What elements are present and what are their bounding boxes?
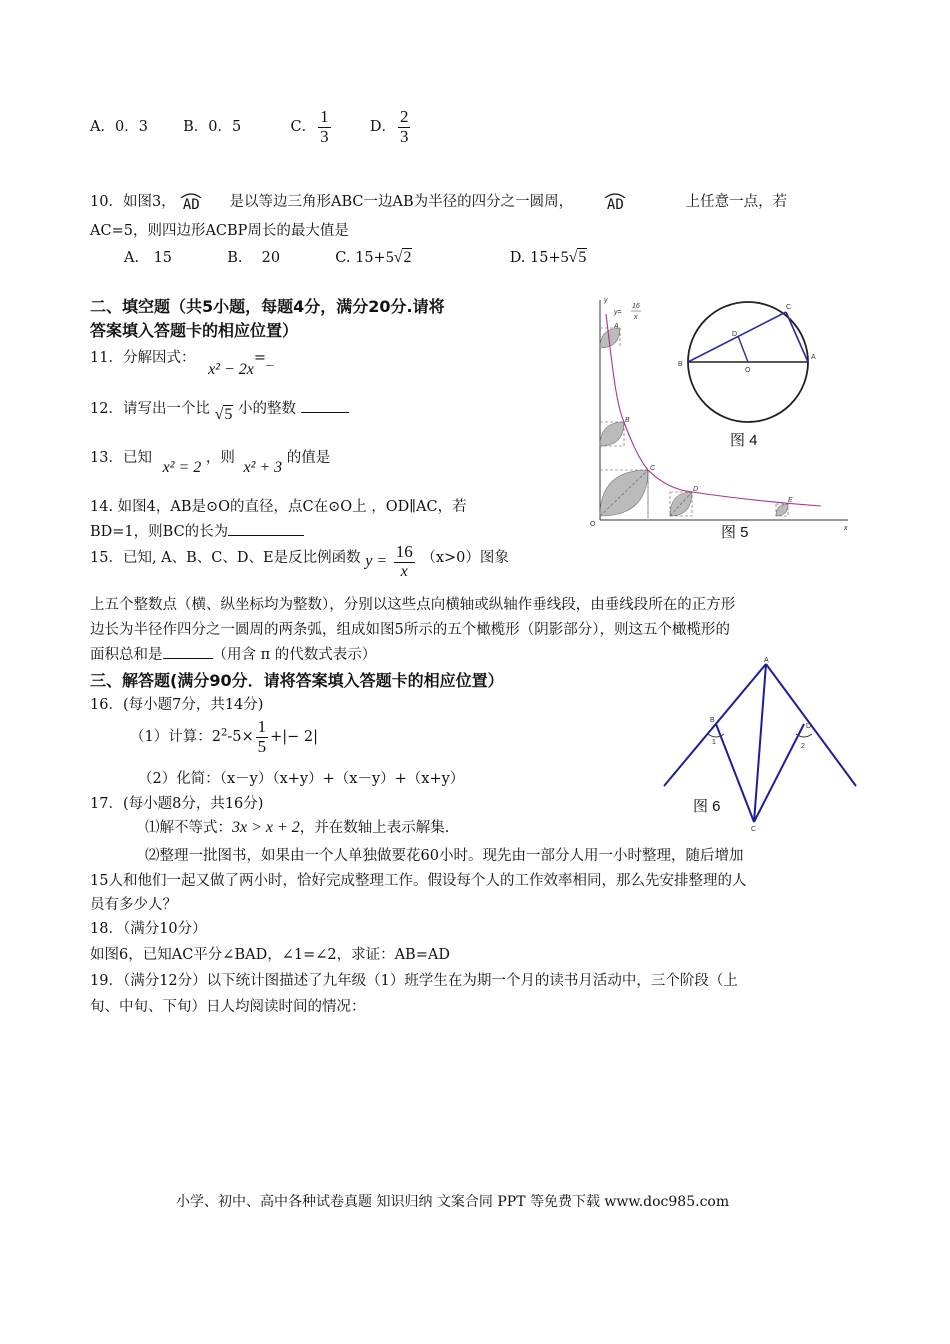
- page-footer: 小学、初中、高中各种试卷真题 知识归纳 文案合同 PPT 等免费下载 www.doc985.com: [176, 1194, 730, 1210]
- q10-option-a: A. 15: [124, 250, 173, 266]
- q15-line1: 15．已知, A、B、C、D、E是反比例函数 y = $\frac{16}{x}$ （x>0）图象: [90, 542, 509, 580]
- q10-options: [124, 246, 587, 267]
- q12: 12．请写出一个比 √5 小的整数: [90, 397, 349, 418]
- olive-shape-e: [776, 504, 788, 516]
- q10-line2: AC=5，则四边形ACBP周长的最大值是: [90, 223, 349, 239]
- fig6-label-c: C: [751, 826, 757, 833]
- section3-heading: 三、解答题(满分90分．请将答案填入答题卡的相应位置）: [90, 671, 504, 690]
- point-label-c: C: [650, 465, 656, 472]
- q12-answer-blank: [301, 412, 349, 413]
- q10-option-d: D. 15+5√5: [509, 249, 587, 266]
- segment-od: [738, 336, 748, 362]
- fig4-label-b: B: [678, 361, 683, 368]
- figure6-caption: 图 6: [693, 798, 721, 815]
- olive-shape-b: [600, 422, 624, 446]
- ray-ab: [664, 664, 766, 786]
- fig6-label-d: D: [806, 723, 812, 730]
- segment-bc: [716, 724, 754, 822]
- q17-part2-line2: 15人和他们一起又做了两小时，恰好完成整理工作。假设每个人的工作效率相同，那么先安排整理的人: [90, 873, 747, 889]
- axis-label-x: x: [844, 525, 848, 532]
- q16-part2: （2）化简：（x－y）（x+y）+（x－y）+（x+y）: [138, 771, 465, 787]
- q10-option-c: C. 15+5√2: [335, 249, 412, 266]
- section2-heading-line2: 答案填入答题卡的相应位置）: [90, 321, 299, 340]
- figure4-circle: [676, 296, 826, 426]
- q9-option-c: C． $\frac{1}{3}$: [290, 107, 329, 146]
- q19-line2: 旬、中旬、下旬）日人均阅读时间的情况：: [90, 999, 366, 1015]
- q10-line1: 10．如图3， AD 是以等边三角形ABC一边AB为半径的四分之一圆周， AD 上任意一点，若: [90, 194, 788, 213]
- figure5-caption: 图 5: [721, 524, 749, 541]
- q11: 11．分解因式： x² − 2x=_: [90, 350, 274, 378]
- q14-line1: 14. 如图4，AB是⊙O的直径，点C在⊙O上 ，OD∥AC，若: [90, 499, 467, 515]
- fig6-angle-1: 1: [712, 739, 716, 746]
- q15-line2: 上五个整数点（横、纵坐标均为整数），分别以这些点向横轴或纵轴作垂线段，由垂线段所在的正方形: [90, 597, 736, 613]
- q10-option-b: B. 20: [227, 250, 281, 266]
- point-label-e: E: [788, 497, 793, 504]
- q16-header: 16．(每小题7分，共14分): [90, 697, 264, 713]
- function-denominator: x: [634, 314, 638, 321]
- point-label-b: B: [625, 417, 630, 424]
- fig6-label-a: A: [764, 657, 769, 664]
- q9-option-b: B．0．5: [183, 119, 242, 136]
- q15-answer-blank: [163, 658, 213, 659]
- q9-option-d: D． $\frac{2}{3}$: [369, 107, 409, 146]
- figure6-diagram: [660, 654, 860, 834]
- q14-line2: BD=1，则BC的长为: [90, 520, 304, 541]
- point-label-d: D: [693, 486, 699, 493]
- q13: 13．已知 x² = 2 ，则 x² + 3 的值是: [90, 450, 331, 476]
- point-label-a: A: [614, 323, 619, 330]
- origin-label: O: [590, 521, 596, 528]
- function-label: y=: [614, 309, 622, 316]
- q15-line3: 边长为半径作四分之一圆周的两条弧，组成如图5所示的五个橄榄形（阴影部分），则这五个橄榄形的: [90, 622, 730, 638]
- fig4-label-o: O: [745, 367, 751, 374]
- q16-part1: （1）计算：$2^2-5\times$ $\frac{1}{5}$ +|− 2|: [130, 717, 319, 756]
- axis-label-y: y: [604, 297, 608, 304]
- q14-answer-blank: [228, 535, 304, 536]
- q9-options: [90, 108, 412, 146]
- segment-dc: [754, 724, 804, 822]
- section2-heading-line1: 二、填空题（共5小题，每题4分，满分20分.请将: [90, 297, 445, 316]
- q17-header: 17．(每小题8分，共16分): [90, 796, 264, 812]
- q18-header: 18．（满分10分）: [90, 921, 207, 937]
- fig6-label-b: B: [710, 717, 715, 724]
- function-numerator: 16: [632, 303, 640, 310]
- fig4-label-d: D: [732, 331, 738, 338]
- segment-ac: [754, 664, 766, 822]
- fig4-label-a: A: [811, 354, 816, 361]
- figure4-caption: 图 4: [730, 432, 758, 449]
- q17-part2-line1: ⑵整理一批图书，如果由一个人单独做要花60小时。现先由一部分人用一小时整理，随后增加: [145, 848, 744, 864]
- fig4-label-c: C: [786, 304, 792, 311]
- q18-text: 如图6，已知AC平分∠BAD，∠1=∠2，求证：AB=AD: [90, 947, 450, 963]
- q17-part2-line3: 员有多少人？: [90, 897, 177, 913]
- q15-line4: 面积总和是 （用含 π 的代数式表示）: [90, 647, 377, 663]
- arc-ad-symbol: AD: [180, 192, 202, 212]
- fig6-angle-2: 2: [801, 743, 805, 750]
- chord-ca: [786, 312, 808, 362]
- q17-part1: ⑴解不等式：3x > x + 2，并在数轴上表示解集.: [145, 819, 450, 836]
- arc-ad-symbol-2: AD: [604, 192, 626, 212]
- q9-option-a: A．0．3: [90, 119, 148, 136]
- q19-line1: 19．（满分12分）以下统计图描述了九年级（1）班学生在为期一个月的读书月活动中，三个阶段（上: [90, 973, 738, 989]
